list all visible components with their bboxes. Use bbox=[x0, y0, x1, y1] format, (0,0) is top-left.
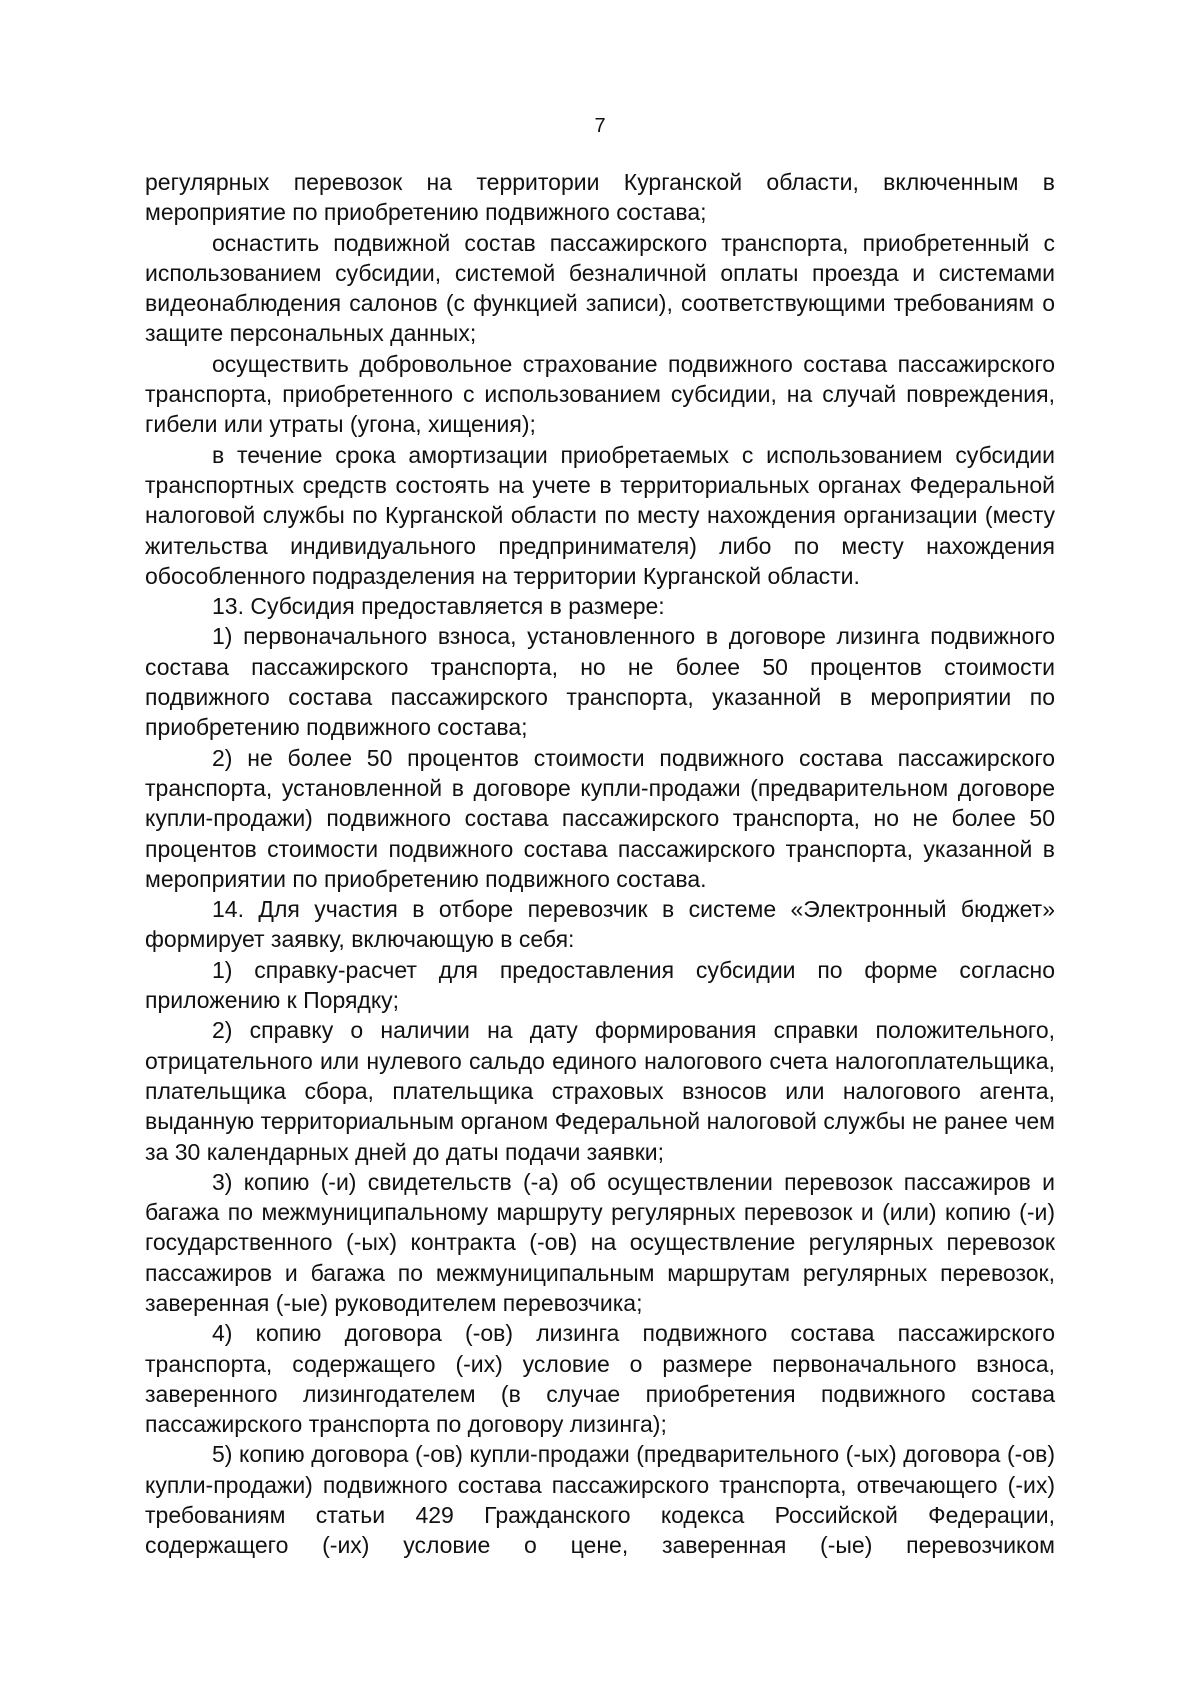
paragraph-item-13-2: 2) не более 50 процентов стоимости подвижного состава пассажирского транспорта, установленной в договоре купли-продажи (предварительном договоре купли-продажи) подвижного состава пассажирского транспорта, но не более 50 процентов стоимости подвижного состава пассажирского транспорта, указанной в мероприятии по приобретению подвижного состава. bbox=[145, 744, 1055, 892]
paragraph-item-13-1: 1) первоначального взноса, установленного в договоре лизинга подвижного состава пассажирского транспорта, но не более 50 процентов стоимости подвижного состава пассажирского транспорта, указанной в мероприятии по приобретению подвижного состава; bbox=[145, 623, 1055, 741]
paragraph-tax-registration: в течение срока амортизации приобретаемых с использованием субсидии транспортных средств состоять на учете в территориальных органах Федеральной налоговой службы по Курганской области по месту нахождения организации (месту жительства индивидуального предпринимателя) либо по месту нахождения обособленного подразделения на территории Курганской области. bbox=[145, 441, 1055, 589]
document-body bbox=[145, 167, 1055, 1561]
paragraph-item-13: 13. Субсидия предоставляется в размере: bbox=[212, 593, 665, 620]
paragraph-insurance: осуществить добровольное страхование подвижного состава пассажирского транспорта, приобретенного с использованием субсидии, на случай повреждения, гибели или утраты (угона, хищения); bbox=[145, 350, 1055, 438]
paragraph-item-14-3: 3) копию (-и) свидетельств (-а) об осуществлении перевозок пассажиров и багажа по межмуниципальному маршруту регулярных перевозок и (или) копию (-и) государственного (-ых) контракта (-ов) на осуществление регулярных перевозок пассажиров и багажа по межмуниципальным маршрутам регулярных перевозок, заверенная (-ые) руководителем перевозчика; bbox=[145, 1168, 1055, 1316]
paragraph-item-14-4: 4) копию договора (-ов) лизинга подвижного состава пассажирского транспорта, содержащего (-их) условие о размере первоначального взноса, заверенного лизингодателем (в случае приобретения подвижного состава пассажирского транспорта по договору лизинга); bbox=[145, 1320, 1055, 1438]
paragraph-item-14-2: 2) справку о наличии на дату формирования справки положительного, отрицательного или нулевого сальдо единого налогового счета налогоплательщика, плательщика сбора, плательщика страховых взносов или налогового агента, выданную территориальным органом Федеральной налоговой службы не ранее чем за 30 календарных дней до даты подачи заявки; bbox=[145, 1017, 1055, 1165]
paragraph-item-14-1: 1) справку-расчет для предоставления субсидии по форме согласно приложению к Порядку; bbox=[145, 956, 1055, 1014]
paragraph-continuation: регулярных перевозок на территории Курганской области, включенным в мероприятие по приобретению подвижного состава; bbox=[145, 169, 1055, 226]
paragraph-item-14-5: 5) копию договора (-ов) купли-продажи (предварительного (-ых) договора (-ов) купли-продажи) подвижного состава пассажирского транспорта, отвечающего (-их) требованиям статьи 429 Гражданского кодекса Российской Федерации, содержащего (-их) условие о цене, заверенная (-ые) перевозчиком bbox=[145, 1441, 1055, 1559]
paragraph-equip-fleet: оснастить подвижной состав пассажирского транспорта, приобретенный с использованием субсидии, системой безналичной оплаты проезда и системами видеонаблюдения салонов (с функцией записи), соответствующими требованиям о защите персональных данных; bbox=[145, 229, 1055, 347]
paragraph-item-14: 14. Для участия в отборе перевозчик в системе «Электронный бюджет» формирует заявку, включающую в себя: bbox=[145, 896, 1055, 953]
page-number: 7 bbox=[594, 115, 606, 137]
